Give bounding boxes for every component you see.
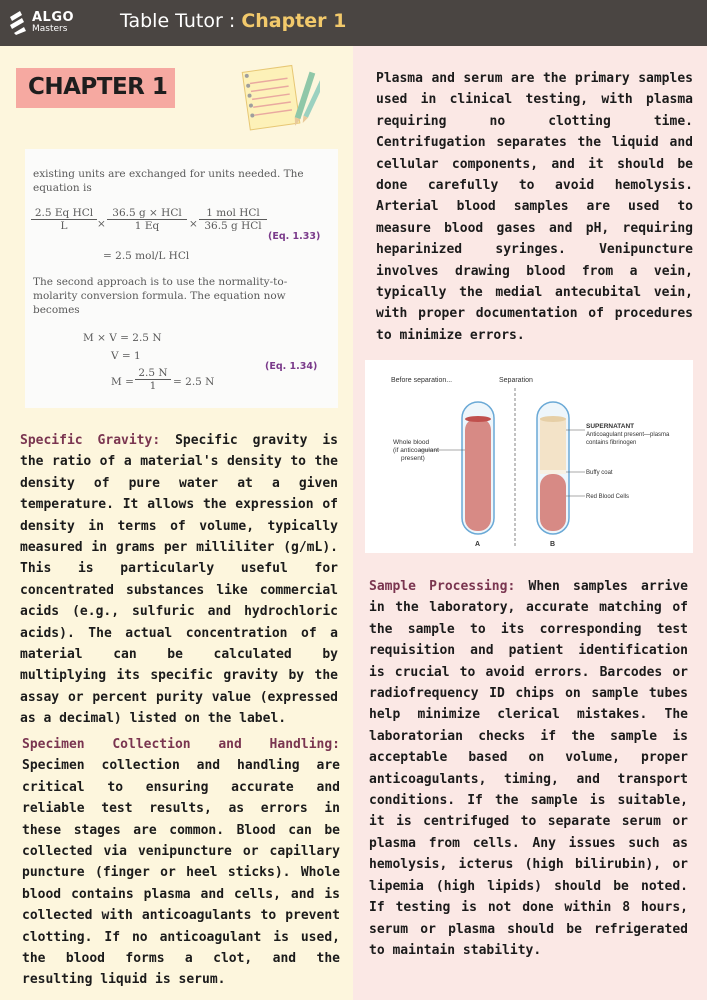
specific-gravity-section <box>20 430 338 730</box>
logo-text-masters: Masters <box>32 24 68 34</box>
eq-v: V = 1 <box>111 350 141 362</box>
specimen-heading: Specimen Collection and Handling: <box>22 737 340 752</box>
equation-figure <box>25 149 338 408</box>
tube-b-supernatant <box>540 418 566 470</box>
eq-numerator: 2.5 N <box>135 367 171 380</box>
page-title-chapter: Chapter 1 <box>241 10 347 32</box>
eq-text-line: existing units are exchanged for units needed. The <box>33 168 304 180</box>
eq-fraction <box>199 207 267 232</box>
page-title-prefix: Table Tutor : <box>120 10 242 32</box>
chapter-badge <box>16 68 175 108</box>
tube-a-meniscus <box>465 416 491 422</box>
sample-processing-section <box>369 576 688 961</box>
label-anticoag-1: (if anticoagulant <box>393 447 439 454</box>
eq-times: × <box>189 218 198 230</box>
eq-denominator: 1 Eq <box>134 220 160 232</box>
tube-a-whole-blood <box>465 418 491 531</box>
eq-text-line: The second approach is to use the normality-to- <box>33 276 288 288</box>
eq-m-pre: M = <box>111 376 134 388</box>
tube-b-rbc <box>540 474 566 531</box>
eq-numerator: 2.5 Eq HCl <box>31 207 97 220</box>
sample-processing-body: When samples arrive in the laboratory, accurate matching of the sample to its corresponding test requisition and patient identification is crucial to avoid errors. Barcodes or radiofrequency ID chips on sample tubes help minimize clerical mistakes. The laboratorian checks if the sample is acceptable based on volume, proper anticoagulants, timing, and transport conditions. If the sample is suitable, it is centrifuged to separate serum or plasma from cells. Any issues such as hemolysis, icterus (high bilirubin), or lipemia (high lipids) should be noted. If testing is not done within 8 hours, serum or plasma should be refrigerated to maintain stability. <box>369 579 688 958</box>
eq-label-133: (Eq. 1.33) <box>268 231 321 242</box>
eq-denominator: 1 <box>149 380 157 392</box>
eq-m-post: = 2.5 N <box>173 376 215 388</box>
logo-text-algo: ALGO <box>32 10 75 25</box>
label-tube-b: B <box>550 541 556 548</box>
logo-icon <box>8 11 28 35</box>
eq-text-line: becomes <box>33 304 80 316</box>
eq-fraction <box>135 367 171 392</box>
eq-result: = 2.5 mol/L HCl <box>103 250 190 262</box>
label-rbc: Red Blood Cells <box>586 494 630 500</box>
eq-numerator: 1 mol HCl <box>199 207 267 220</box>
eq-label-134: (Eq. 1.34) <box>265 361 318 372</box>
specific-gravity-heading: Specific Gravity: <box>20 433 161 448</box>
eq-times: × <box>97 218 106 230</box>
tube-diagram <box>365 360 693 553</box>
eq-denominator: 36.5 g HCl <box>204 220 262 232</box>
label-supernatant: SUPERNATANT <box>586 423 635 430</box>
page-title <box>120 10 346 32</box>
tube-b-meniscus <box>540 416 566 422</box>
eq-numerator: 36.5 g × HCl <box>107 207 187 220</box>
eq-mv: M × V = 2.5 N <box>83 332 162 344</box>
eq-denominator: L <box>60 220 68 232</box>
eq-text-line: equation is <box>33 182 92 194</box>
eq-fraction <box>31 207 97 232</box>
eq-text-line: molarity conversion formula. The equation now <box>33 290 286 302</box>
label-tube-a: A <box>475 541 481 548</box>
sample-processing-heading: Sample Processing: <box>369 579 516 594</box>
specific-gravity-body: Specific gravity is the ratio of a material's density to the density of pure water at a given temperature. It allows the expression of density in terms of volume, typically measured in grams per milliliter (g/mL). This is particularly useful for concentrated substances like commercial acids (e.g., sulfuric and hydrochloric acids). The actual concentration of a material can be calculated by multiplying its specific gravity by the assay or percent purity value (expressed as a decimal) listed on the label. <box>20 433 338 727</box>
algo-masters-logo[interactable] <box>8 9 78 37</box>
notepad-pencils-icon <box>236 62 320 132</box>
label-before-separation: Before separation... <box>391 377 453 384</box>
label-anticoag-2: present) <box>401 455 425 462</box>
label-separation: Separation <box>499 377 533 384</box>
chapter-badge-label: CHAPTER 1 <box>28 74 168 100</box>
blood-separation-figure <box>365 360 693 553</box>
label-whole-blood: Whole blood <box>393 439 430 446</box>
tube-b-buffy-coat <box>540 470 566 474</box>
plasma-serum-paragraph: Plasma and serum are the primary samples used in clinical testing, with plasma requiring no clotting time. Centrifugation separates the liquid and cellular components, and it should be done carefully to avoid hemolysis. Arterial blood samples are used to measure blood gases and pH, requiring heparinized syringes. Venipuncture involves drawing blood from a vein, typically the medial antecubital vein, with proper documentation of procedures to minimize errors. <box>376 71 693 343</box>
eq-fraction <box>107 207 187 232</box>
label-fibrinogen: contains fibrinogen <box>586 440 637 446</box>
specimen-body: Specimen collection and handling are critical to ensuring accurate and reliable test results, as errors in these stages are common. Blood can be collected via venipuncture or capillary puncture (finger or heel sticks). Whole blood contains plasma and cells, and is collected with anticoagulants to prevent clotting. If no anticoagulant is used, the blood forms a clot, and the resulting liquid is serum. <box>22 758 340 988</box>
header-bar <box>0 0 707 46</box>
label-buffy-coat: Buffy coat <box>586 470 613 476</box>
specimen-section <box>22 734 340 991</box>
label-anticoag-plasma: Anticoagulant present—plasma <box>586 432 670 438</box>
